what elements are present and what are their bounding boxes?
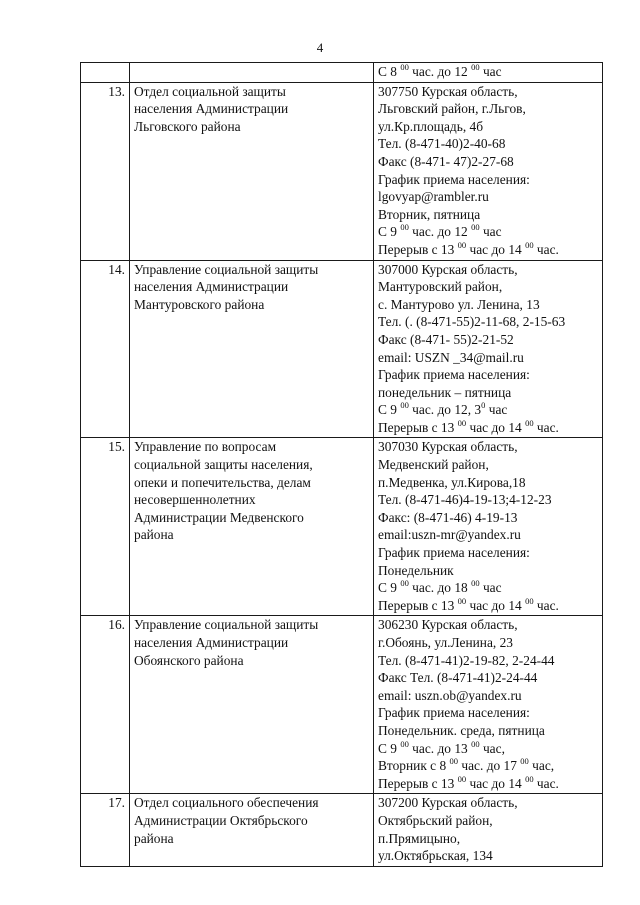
social-protection-offices-table	[80, 62, 603, 867]
contact-line: email: USZN _34@mail.ru	[378, 349, 524, 365]
table-row	[81, 260, 603, 438]
contact-line: С 9 $^{00}$ час. до 18 $^{00}$ час	[378, 578, 502, 596]
contact-line: 307030 Курская область,	[378, 439, 518, 455]
contact-line: Вторник, пятница	[378, 206, 481, 222]
contact-line: ул.Кр.площадь, 4б	[378, 118, 484, 134]
contact-line: Перерыв с 13 $^{00}$ час до 14 $^{00}$ час.	[378, 417, 559, 435]
office-name-line: населения Администрации	[134, 279, 289, 295]
row-number	[81, 63, 130, 83]
contact-line: ул.Октябрьская, 134	[378, 848, 493, 864]
contact-line: Вторник с 8 $^{00}$ час. до 17 $^{00}$ час,	[378, 756, 555, 774]
office-name-line: Отдел социального обеспечения	[134, 795, 319, 811]
office-contact-info	[374, 794, 603, 866]
contact-line: 306230 Курская область,	[378, 617, 518, 633]
contact-line: с. Мантурово ул. Ленина, 13	[378, 296, 540, 312]
contact-line: Факс: (8-471-46) 4-19-13	[378, 509, 518, 525]
row-number: 13.	[81, 82, 130, 260]
contact-line: График приема населения:	[378, 705, 530, 721]
contact-line: Тел. (8-471-40)2-40-68	[378, 136, 506, 152]
contact-line: С 8 $^{00}$ час. до 12 $^{00}$ час	[378, 62, 502, 79]
office-name-line: Отдел социальной защиты	[134, 83, 286, 99]
office-name-line: Управление социальной защиты	[134, 617, 319, 633]
contact-line: Перерыв с 13 $^{00}$ час до 14 $^{00}$ час.	[378, 239, 559, 257]
office-name	[130, 794, 374, 866]
contact-line: Тел. (8-471-41)2-19-82, 2-24-44	[378, 652, 555, 668]
office-name-line: социальной защиты населения,	[134, 457, 313, 473]
office-contact-info	[374, 438, 603, 616]
office-name-line: населения Администрации	[134, 635, 289, 650]
office-contact-info	[374, 260, 603, 438]
contact-line: Тел. (. (8-471-55)2-11-68, 2-15-63	[378, 314, 566, 330]
contact-line: 307200 Курская область,	[378, 795, 518, 811]
office-name	[130, 616, 374, 794]
office-name-line: района	[134, 527, 174, 543]
contact-line: понедельник – пятница	[378, 384, 512, 400]
office-name-line: Управление по вопросам	[134, 439, 277, 455]
contact-line: 307000 Курская область,	[378, 261, 518, 277]
contact-line: Понедельник	[378, 562, 454, 578]
table-row	[81, 82, 603, 260]
office-name-line: опеки и попечительства, делам	[134, 474, 311, 490]
contact-line: п.Прямицыно,	[378, 830, 461, 846]
contact-line: График приема населения:	[378, 367, 530, 383]
row-number: 14.	[81, 260, 130, 438]
office-name	[130, 82, 374, 260]
office-name-line: Обоянского района	[134, 652, 244, 668]
contact-line: График приема населения:	[378, 171, 530, 187]
contact-line: Льговский район, г.Льгов,	[378, 101, 526, 117]
contact-line: email:uszn-mr@yandex.ru	[378, 527, 521, 543]
row-number: 16.	[81, 616, 130, 794]
contact-line: email: uszn.ob@yandex.ru	[378, 687, 522, 703]
contact-line: Факс (8-471- 47)2-27-68	[378, 153, 514, 169]
table-body	[81, 63, 603, 867]
contact-line: С 9 $^{00}$ час. до 13 $^{00}$ час,	[378, 738, 505, 756]
contact-line: График приема населения:	[378, 545, 530, 561]
row-number: 15.	[81, 438, 130, 616]
contact-line: Медвенский район,	[378, 457, 489, 473]
office-contact-info	[374, 616, 603, 794]
office-name-line: Администрации Октябрьского	[134, 812, 308, 828]
contact-line: С 9 $^{00}$ час. до 12 $^{00}$ час	[378, 222, 502, 240]
contact-line: Мантуровский район,	[378, 279, 503, 295]
contact-line: 307750 Курская область,	[378, 83, 518, 99]
office-contact-info	[374, 63, 603, 83]
office-name-line: района	[134, 830, 174, 846]
office-name-line: Администрации Медвенского	[134, 509, 304, 525]
contact-line: Факс Тел. (8-471-41)2-24-44	[378, 670, 538, 686]
contact-line: С 9 $^{00}$ час. до 12, $3^0$ час	[378, 400, 508, 418]
contact-line: Понедельник. среда, пятница	[378, 722, 545, 738]
office-name-line: Льговского района	[134, 118, 241, 134]
contact-line: Тел. (8-471-46)4-19-13;4-12-23	[378, 492, 552, 508]
table-row	[81, 794, 603, 866]
office-name	[130, 260, 374, 438]
contact-line: lgovyap@rambler.ru	[378, 189, 489, 205]
office-name-line: несовершеннолетних	[134, 492, 256, 508]
contact-line: п.Медвенка, ул.Кирова,18	[378, 474, 526, 490]
contact-line: г.Обоянь, ул.Ленина, 23	[378, 635, 513, 650]
table-row	[81, 438, 603, 616]
office-name	[130, 63, 374, 83]
contact-line: Факс (8-471- 55)2-21-52	[378, 331, 514, 347]
office-name-line: населения Администрации	[134, 101, 289, 117]
office-contact-info	[374, 82, 603, 260]
row-number: 17.	[81, 794, 130, 866]
table-row	[81, 616, 603, 794]
office-name-line: Управление социальной защиты	[134, 261, 319, 277]
contact-line: Перерыв с 13 $^{00}$ час до 14 $^{00}$ час.	[378, 595, 559, 613]
table-row	[81, 63, 603, 83]
contact-line: Октябрьский район,	[378, 812, 493, 828]
contact-line: Перерыв с 13 $^{00}$ час до 14 $^{00}$ час.	[378, 773, 559, 791]
office-name-line: Мантуровского района	[134, 296, 265, 312]
page-number: 4	[316, 40, 324, 55]
office-name	[130, 438, 374, 616]
